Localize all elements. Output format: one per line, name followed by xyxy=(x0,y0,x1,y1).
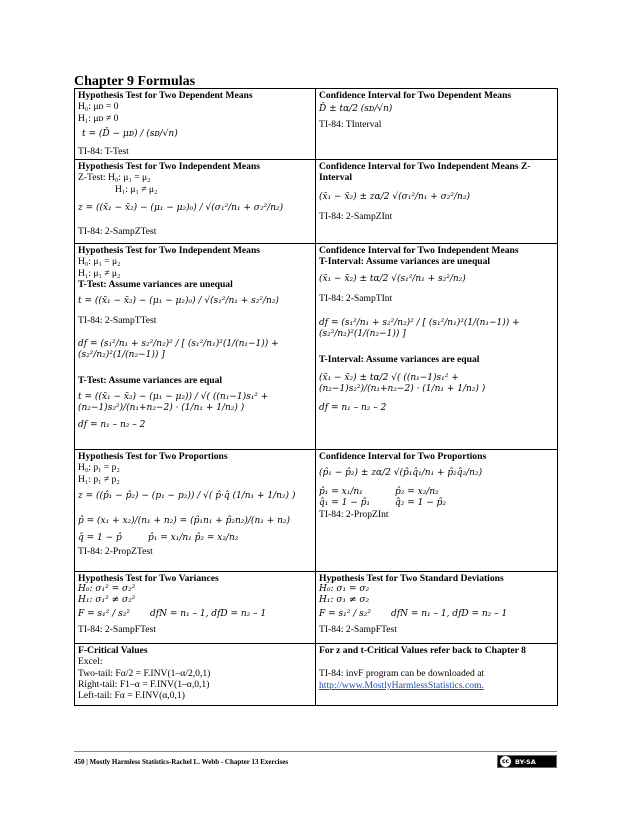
alt-hypothesis: H₁: p₁ ≠ p₂ xyxy=(78,473,120,485)
calculator-command: TI-84: TInterval xyxy=(319,119,382,131)
excel-label: Excel: xyxy=(78,656,103,668)
calculator-command: TI-84: 2-SampFTest xyxy=(78,624,156,636)
t-interval-unequal-formula: (x̄₁ − x̄₂) ± tα/2 √(s₁²/n₁ + s₂²/n₂) xyxy=(319,273,466,284)
t-statistic-unequal-formula: t = ((x̄₁ − x̄₂) − (μ₁ − μ₂)₀) / √(s₁²/n₁ + s₂²/n₂) xyxy=(78,296,279,307)
null-hypothesis: H₀: μ₁ = μ₂ xyxy=(78,256,121,268)
t-interval-equal-formula: (x̄₁ − x̄₂) ± tα/2 √( ((n₁−1)s₁² + (n₂−1)s₂²)/(n₁+n₂−2) · (1/n₁ + 1/n₂) ) xyxy=(319,373,486,395)
page-footer xyxy=(74,751,557,766)
cell-heading: Confidence Interval for Two Independent Means xyxy=(319,245,519,257)
license-label: BY-SA xyxy=(515,757,536,766)
pooled-proportion-formula: p̂ = (x₁ + x₂)/(n₁ + n₂) = (p̂₁n₁ + p̂₂n₂)/(n₁ + n₂) xyxy=(78,516,291,527)
sample-proportions-formula: p̂₁ = x₁/n₁ p̂₂ = x₂/n₂ xyxy=(148,533,239,544)
degrees-of-freedom-formula: df = (s₁²/n₁ + s₂²/n₂)² / [ (s₁²/n₁)²(1/(n₁−1)) + (s₂²/n₂)²(1/(n₂−1)) ] xyxy=(319,318,520,340)
p-hat-2-formula: p̂₂ = x₂/n₂ xyxy=(395,487,439,498)
null-hypothesis: Z-Test: H₀: μ₁ = μ₂ xyxy=(78,172,151,184)
table-row xyxy=(75,244,558,450)
cell-heading: Hypothesis Test for Two Standard Deviations xyxy=(319,573,504,585)
equal-variances-heading: T-Interval: Assume variances are equal xyxy=(319,354,480,366)
degrees-of-freedom: dfN = n₁ – 1, dfD = n₂ – 1 xyxy=(150,609,267,620)
calculator-command: TI-84: 2-SampZTest xyxy=(78,226,157,238)
cell-heading: Hypothesis Test for Two Independent Means xyxy=(78,161,261,173)
calculator-command: TI-84: T-Test xyxy=(78,145,129,157)
p-hat-1-formula: p̂₁ = x₁/n₁ xyxy=(319,487,363,498)
calculator-command: TI-84: 2-SampTTest xyxy=(78,315,157,327)
alt-hypothesis: H₁: σ₁² ≠ σ₂² xyxy=(78,595,136,606)
cell-heading: Confidence Interval for Two Proportions xyxy=(319,451,487,463)
q-hat-formula: q̂ = 1 − p̂ xyxy=(78,533,122,544)
website-link[interactable]: http://www.MostlyHarmlessStatistics.com. xyxy=(319,679,484,691)
cell-independent-means-t-test xyxy=(75,244,316,450)
calculator-command: TI-84: 2-SampFTest xyxy=(319,624,397,636)
confidence-interval-formula: (p̂₁ − p̂₂) ± zα/2 √(p̂₁q̂₁/n₁ + p̂₂q̂₂/n₂) xyxy=(319,468,483,479)
t-statistic-equal-formula: t = ((x̄₁ − x̄₂) − (μ₁ − μ₂)) / √( ((n₁−1)s₁² + (n₂−1)s₂²)/(n₁+n₂−2) · (1/n₁ + 1/n₂) ) xyxy=(78,391,269,413)
unequal-variances-heading: T-Interval: Assume variances are unequal xyxy=(319,256,491,268)
cell-critical-values-note xyxy=(316,644,558,706)
cell-heading: Confidence Interval for Two Dependent Means xyxy=(319,90,512,101)
cell-heading: Hypothesis Test for Two Variances xyxy=(78,573,219,585)
null-hypothesis: H₀: σ₁² = σ₂² xyxy=(78,584,136,595)
cell-two-proportions-test xyxy=(75,450,316,572)
cell-heading: Hypothesis Test for Two Proportions xyxy=(78,451,228,463)
cell-dependent-means-ci xyxy=(316,89,558,160)
cell-f-critical-values xyxy=(75,644,316,706)
cell-independent-means-z-interval xyxy=(316,160,558,244)
null-hypothesis: H₀: p₁ = p₂ xyxy=(78,462,120,474)
alt-hypothesis: H₁: μᴅ ≠ 0 xyxy=(78,112,119,124)
cell-heading: F-Critical Values xyxy=(78,645,148,657)
degrees-of-freedom-equal: df = n₁ – n₂ – 2 xyxy=(319,403,387,414)
alt-hypothesis: H₁: μ₁ ≠ μ₂ xyxy=(78,267,121,279)
confidence-interval-formula: D̄ ± tα/2 (sᴅ/√n) xyxy=(319,104,393,115)
table-row xyxy=(75,89,558,160)
calculator-command: TI-84: 2-SampZInt xyxy=(319,210,393,222)
cell-independent-means-t-interval xyxy=(316,244,558,450)
cell-two-std-devs-test xyxy=(316,572,558,644)
cell-heading: Hypothesis Test for Two Independent Means xyxy=(78,245,261,257)
degrees-of-freedom: dfN = n₁ – 1, dfD = n₂ – 1 xyxy=(391,609,508,620)
calculator-command: TI-84: 2-PropZInt xyxy=(319,509,389,521)
cell-two-variances-test xyxy=(75,572,316,644)
left-tail-formula: Left-tail: Fα = F.INV(α,0,1) xyxy=(78,690,185,702)
calculator-command: TI-84: 2-SampTInt xyxy=(319,292,393,304)
f-statistic-formula: F = s₁² / s₂² xyxy=(78,609,130,620)
table-row xyxy=(75,644,558,706)
cell-heading: For z and t-Critical Values refer back to Chapter 8 xyxy=(319,645,526,657)
alt-hypothesis: H₁: μ₁ ≠ μ₂ xyxy=(115,183,158,195)
table-row xyxy=(75,450,558,572)
table-row xyxy=(75,572,558,644)
download-note: TI-84: invF program can be downloaded at xyxy=(319,668,485,680)
creative-commons-icon: cc xyxy=(501,758,510,765)
null-hypothesis: H₀: μᴅ = 0 xyxy=(78,101,119,113)
confidence-interval-formula: (x̄₁ − x̄₂) ± zα/2 √(σ₁²/n₁ + σ₂²/n₂) xyxy=(319,191,470,202)
cell-independent-means-z-test xyxy=(75,160,316,244)
two-tail-formula: Two-tail: Fα/2 = F.INV(1–α/2,0,1) xyxy=(78,667,211,679)
test-statistic-formula: z = ((x̄₁ − x̄₂) − (μ₁ − μ₂)₀) / √(σ₁²/n₁ + σ₂²/n₂) xyxy=(78,203,284,214)
calculator-command: TI-84: 2-PropZTest xyxy=(78,546,153,558)
license-badge xyxy=(497,755,557,768)
degrees-of-freedom-formula: df = (s₁²/n₁ + s₂²/n₂)² / [ (s₁²/n₁)²(1/(n₁−1)) + (s₂²/n₂)²(1/(n₂−1)) ] xyxy=(78,338,279,360)
null-hypothesis: H₀: σ₁ = σ₂ xyxy=(319,584,370,595)
q-hat-1-formula: q̂₁ = 1 − p̂₁ xyxy=(319,498,370,509)
degrees-of-freedom-equal: df = n₁ – n₂ – 2 xyxy=(78,419,146,430)
test-statistic-formula: t = (D̄ − μᴅ) / (sᴅ/√n) xyxy=(82,128,178,139)
cell-heading: Hypothesis Test for Two Dependent Means xyxy=(78,90,253,101)
f-statistic-formula: F = s₁² / s₂² xyxy=(319,609,371,620)
alt-hypothesis: H₁: σ₁ ≠ σ₂ xyxy=(319,595,370,606)
z-statistic-formula: z = ((p̂₁ − p̂₂) − (p₁ − p₂)) / √( p̂·q̂ (1/n₁ + 1/n₂) ) xyxy=(78,491,296,502)
cell-dependent-means-test xyxy=(75,89,316,160)
page-title: Chapter 9 Formulas xyxy=(74,74,196,89)
table-row xyxy=(75,160,558,244)
right-tail-formula: Right-tail: F1–α = F.INV(1–α,0,1) xyxy=(78,679,210,691)
formula-table xyxy=(74,88,558,706)
footer-text: 450 | Mostly Harmless Statistics-Rachel L. Webb - Chapter 13 Exercises xyxy=(74,758,289,766)
cell-two-proportions-ci xyxy=(316,450,558,572)
equal-variances-heading: T-Test: Assume variances are equal xyxy=(78,374,223,386)
unequal-variances-heading: T-Test: Assume variances are unequal xyxy=(78,279,233,291)
cell-heading: Confidence Interval for Two Independent Means Z-Interval xyxy=(319,161,531,184)
q-hat-2-formula: q̂₂ = 1 − p̂₂ xyxy=(395,498,446,509)
